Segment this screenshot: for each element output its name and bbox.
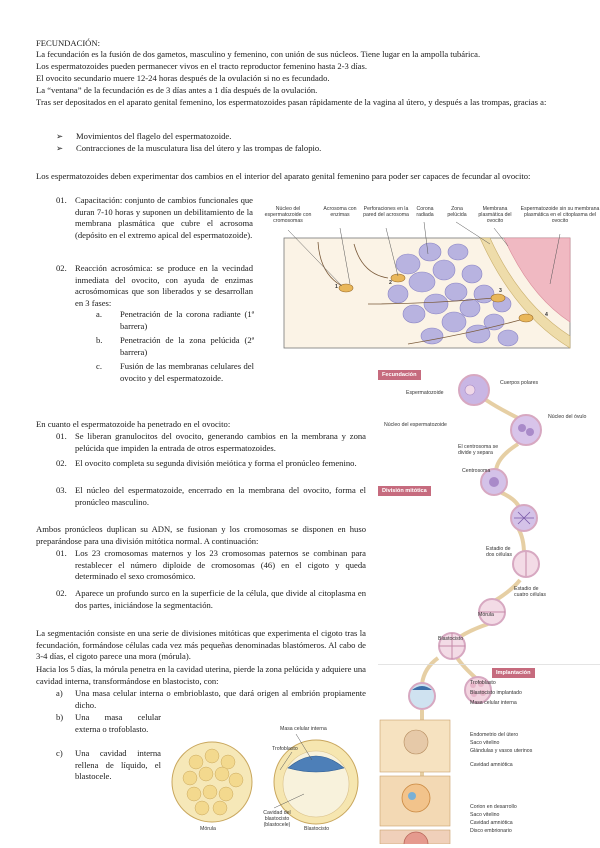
- section-header: Implantación: [492, 668, 535, 678]
- list-letter: b.: [96, 335, 103, 345]
- figure-label: Cavidad del blastocisto (blastocele): [263, 810, 291, 828]
- fertilization-figure: [258, 204, 600, 352]
- development-figure: [378, 368, 600, 844]
- list-number: 03.: [56, 485, 67, 495]
- figure-label: El centrosoma se divide y separa: [458, 444, 499, 456]
- acrosomal-reaction-text: Reacción acrosómica: se produce en la vecindad inmediata del ovocito, con ayuda de enzimas acrosómomicas que son liberados y se desarrollan en 3 fases:: [75, 263, 253, 308]
- step-number: 1: [335, 284, 338, 290]
- intro-line-4: La “ventana” de la fecundación es de 3 días antes a 1 día después de la ovulación.: [36, 85, 318, 95]
- page-title: FECUNDACIÓN:: [36, 38, 100, 48]
- figure-label: Blastocisto implantado: [470, 690, 522, 696]
- pronuclei-text: Aparece un profundo surco en la superficie de la célula, que divide al citoplasma en dos partes, iniciándose la segmentación.: [75, 588, 366, 610]
- step-number: 4: [545, 312, 548, 318]
- penetration-text: Se liberan granulocitos del ovocito, generando cambios en la membrana y zona pelúcida que impiden la entrada de otros espermatozoides.: [75, 431, 366, 453]
- figure-label: Cuerpos polares: [500, 380, 539, 386]
- blastocyst-part-text: Una cavidad interna rellena de líquido, el blastocele.: [75, 748, 161, 781]
- blastocyst-part-text: Una masa celular interna o embrioblasto, que dará origen al embrión propiamente dicho.: [75, 688, 366, 710]
- figure-label: Masa celular interna: [470, 700, 517, 706]
- figure-label: Núcleo del espermatozoide con cromosomas: [264, 206, 312, 224]
- figure-label: Endometrio del útero: [470, 732, 519, 738]
- list-letter: c): [56, 748, 63, 758]
- figure-label: Corona radiada: [416, 206, 434, 218]
- penetration-text: El núcleo del espermatozoide, encerrado en la membrana del ovocito, forma el pronúcleo masculino.: [75, 485, 366, 507]
- list-letter: b): [56, 712, 64, 722]
- list-letter: a.: [96, 309, 102, 319]
- figure-label: Cavidad amniótica: [470, 820, 513, 826]
- figure-label: Cavidad amniótica: [470, 762, 513, 768]
- figure-label: Disco embrionario: [470, 828, 512, 834]
- figure-label: Acrosoma con enzimas: [323, 206, 357, 218]
- figure-label: Zona pelúcida: [447, 206, 467, 218]
- list-number: 02.: [56, 458, 67, 468]
- figure-label: Espermatozoide: [406, 390, 444, 396]
- figure-label: Espermatozoide sin su membrana plasmática en el citoplasma del ovocito: [520, 206, 600, 224]
- figure-label: Mórula: [200, 826, 216, 832]
- list-number: 01.: [56, 195, 67, 205]
- figure-label: Núcleo del óvulo: [548, 414, 587, 420]
- pronuclei-text: Los 23 cromosomas maternos y los 23 cromosomas paternos se combinan para restablecer el número diploide de cromosomas (46) en el cigoto y queda determinado el sexo cromosómico.: [75, 548, 366, 581]
- pronuclei-intro: Ambos pronúcleos duplican su ADN, se fusionan y los cromosomas se disponen en huso preparándose para una división mitótica normal. A continuación:: [36, 524, 366, 546]
- blastocyst-figure: [166, 722, 378, 834]
- development-illustration: [378, 368, 600, 844]
- figure-label: Saco vitelino: [470, 812, 500, 818]
- fertilization-illustration: [258, 204, 600, 352]
- list-letter: a): [56, 688, 63, 698]
- list-number: 01.: [56, 431, 67, 441]
- figure-label: Glándulas y vasos uterinos: [470, 748, 533, 754]
- figure-label: Perforaciones en la pared del acrosoma: [363, 206, 409, 218]
- list-letter: c.: [96, 361, 102, 371]
- phase-text: Fusión de las membranas celulares del ovocito y del espermatozoide.: [120, 361, 254, 383]
- bullet-arrow-icon: ➢: [56, 143, 64, 153]
- figure-label: Membrana plasmática del ovocito: [478, 206, 512, 224]
- list-number: 01.: [56, 548, 67, 558]
- bullet-text: Contracciones de la musculatura lisa del útero y las trompas de falopio.: [76, 143, 322, 153]
- figure-label: Núcleo del espermatozoide: [384, 422, 447, 428]
- step-number: 2: [389, 280, 392, 286]
- phase-text: Penetración de la zona pelúcida (2ª barrera): [120, 335, 254, 357]
- figure-label: Trofoblasto: [470, 680, 496, 686]
- figure-label: Masa celular interna: [280, 726, 327, 732]
- figure-label: Estadio de dos células: [486, 546, 512, 558]
- intro-line-2: Los espermatozoides pueden permanecer vivos en el tracto reproductor femenino hasta 2-3 días.: [36, 61, 367, 71]
- penetration-text: El ovocito completa su segunda división meiótica y forma el pronúcleo femenino.: [75, 458, 357, 468]
- blastocyst-part-text: Una masa celular externa o trofoblasto.: [75, 712, 161, 734]
- figure-label: Centrosoma: [462, 468, 491, 474]
- section-header: División mitótica: [378, 486, 431, 496]
- figure-label: Trofoblasto: [272, 746, 298, 752]
- blastocyst-intro: Hacia los 5 días, la mórula penetra en la cavidad uterina, pierde la zona pelúcida y adquiere una cavidad interna, transformándose en blastocisto, con:: [36, 664, 366, 686]
- bullet-text: Movimientos del flagelo del espermatozoide.: [76, 131, 232, 141]
- intro-line-3: El ovocito secundario muere 12-24 horas después de la ovulación si no es fecundado.: [36, 73, 330, 83]
- figure-label: Estadio de cuatro células: [514, 586, 547, 598]
- section-header: Fecundación: [378, 370, 421, 380]
- figure-label: Corion en desarrollo: [470, 804, 517, 810]
- bullet-arrow-icon: ➢: [56, 131, 64, 141]
- list-number: 02.: [56, 588, 67, 598]
- changes-intro: Los espermatozoides deben experimentar dos cambios en el interior del aparato genital femenino para poder ser capaces de fecundar al ovocito:: [36, 171, 531, 181]
- intro-line-1: La fecundación es la fusión de dos gametos, masculino y femenino, con unión de sus núcleos. Tiene lugar en la ampolla tubárica.: [36, 49, 481, 59]
- intro-line-5: Tras ser depositados en el aparato genital femenino, los espermatozoides pasan rápidamente de la vagina al útero, y después a las trompas, gracias a:: [36, 97, 547, 107]
- list-number: 02.: [56, 263, 67, 273]
- figure-label: Blastocisto: [304, 826, 330, 832]
- figure-label: Blastocisto: [438, 636, 464, 642]
- phase-text: Penetración de la corona radiante (1ª barrera): [120, 309, 254, 331]
- segmentation-paragraph: La segmentación consiste en una serie de divisiones mitóticas que experimenta el cigoto tras la fecundación, formándose células cada vez más pequeñas denominadas blastómeros. Al cabo de 3-4 días, el cigoto parece una mora (mórula).: [36, 628, 366, 661]
- capacitation-text: Capacitación: conjunto de cambios funcionales que duran 7-10 horas y suponen un debilitamiento de la membrana plasmática que cubre el acrosoma (depósito en el extremo apical del espermatozoide).: [75, 195, 253, 240]
- penetration-intro: En cuanto el espermatozoide ha penetrado en el ovocito:: [36, 419, 231, 429]
- figure-label: Saco vitelino: [470, 740, 500, 746]
- step-number: 3: [499, 288, 502, 294]
- figure-label: Mórula: [478, 612, 494, 618]
